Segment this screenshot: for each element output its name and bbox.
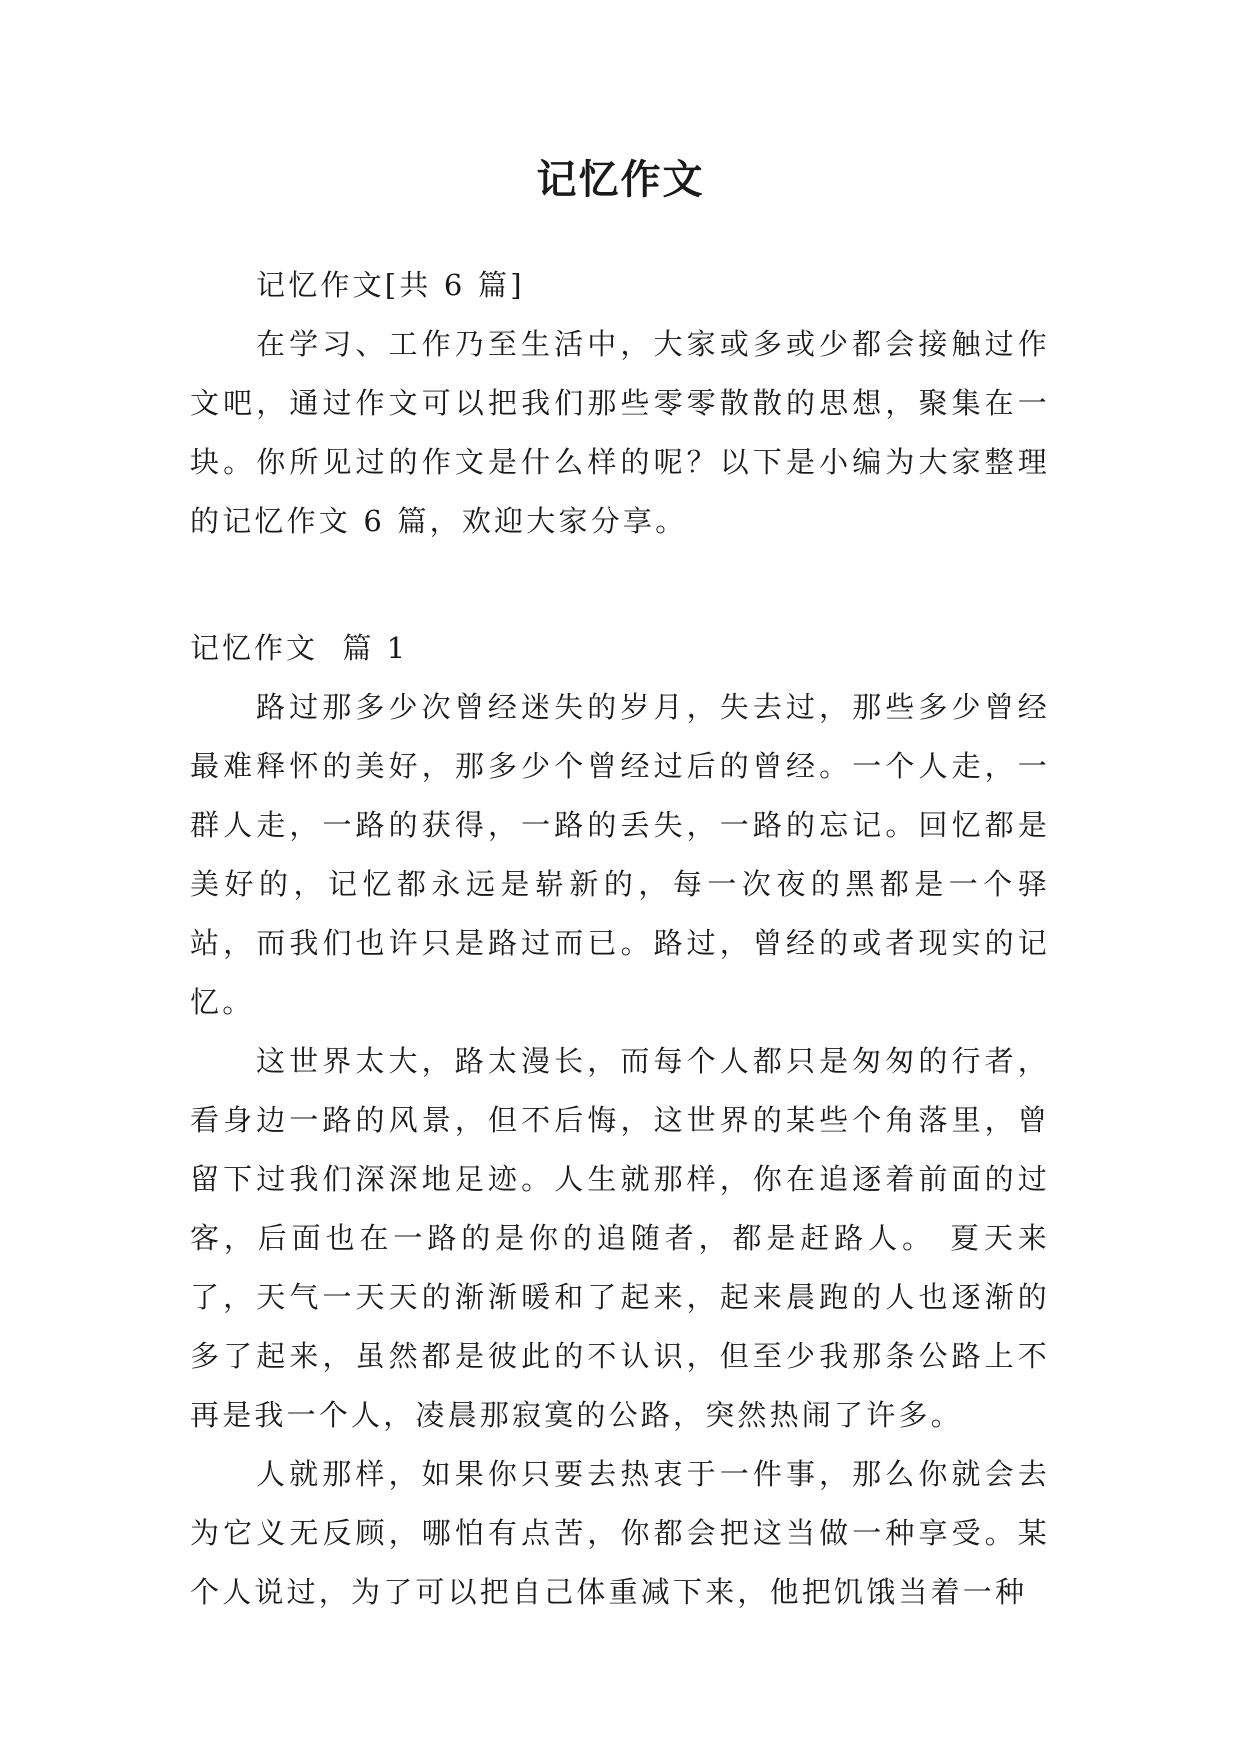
document-subtitle: 记忆作文[共 6 篇] [256,268,525,302]
document-title: 记忆作文 [536,157,705,203]
body-paragraph: 这世界太大，路太漫长，而每个人都只是匆匆的行者，看身边一路的风景，但不后悔，这世界的某些个角落里，曾留下过我们深深地足迹。人生就那样，你在追逐着前面的过客，后面也在一路的是你的追随者，都是赶路人。 夏天来了，天气一天天的渐渐暖和了起来，起来晨跑的人也逐渐的多了起来，虽然都是彼此的不认识，但至少我那条公路上不再是我一个人，凌晨那寂寞的公路，突然热闹了许多。 [190,1044,1050,1432]
document-body [190,256,1050,1622]
section-spacer [190,551,1050,619]
body-paragraph: 路过那多少次曾经迷失的岁月，失去过，那些多少曾经最难释怀的美好，那多少个曾经过后的曾经。一个人走，一群人走，一路的获得，一路的丢失，一路的忘记。回忆都是美好的，记忆都永远是崭新的，每一次夜的黑都是一个驿站，而我们也许只是路过而已。路过，曾经的或者现实的记忆。 [190,690,1050,1019]
section-heading: 记忆作文 篇 1 [190,631,409,665]
body-paragraph: 人就那样，如果你只要去热衷于一件事，那么你就会去为它义无反顾，哪怕有点苦，你都会把这当做一种享受。某个人说过，为了可以把自己体重减下来，他把饥饿当着一种 [190,1457,1050,1609]
intro-paragraph: 在学习、工作乃至生活中，大家或多或少都会接触过作文吧，通过作文可以把我们那些零零散散的思想，聚集在一块。你所见过的作文是什么样的呢？以下是小编为大家整理的记忆作文 6 篇，欢迎大家分享。 [190,327,1050,538]
